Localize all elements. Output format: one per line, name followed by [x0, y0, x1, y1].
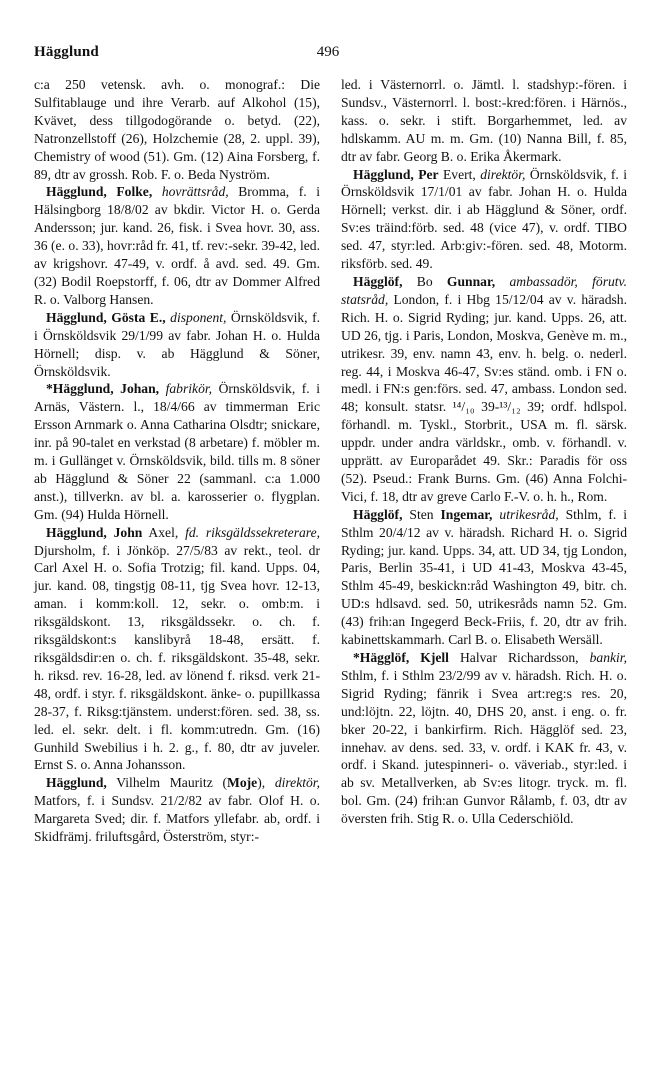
entry-text: Bo [402, 273, 447, 289]
entry-text: Vilhelm Mauritz ( [106, 775, 227, 791]
entry-name: Hägglund, Folke, [46, 184, 153, 200]
entry-name: *Hägglöf, Kjell [353, 650, 449, 665]
biography-entry [341, 166, 627, 273]
entry-title: direktör, [274, 775, 320, 791]
entry-name: Hägglund, Per [353, 166, 439, 182]
biography-entry [341, 649, 627, 828]
entry-name: Moje [226, 775, 258, 791]
entry-name: Hägglund, [46, 775, 107, 791]
biography-entry [341, 273, 627, 506]
entry-text [495, 274, 509, 289]
entry-text: led. i Västernorrl. o. Jämtl. l. stadshyp:-fören. i Sundsv., Västernorrl. l. bost:-kred:fören. i Härnös., kass. o. sekr. i stift. Borgarhemmet, led. av hdlskamm. AU m. m. Gm. (10) Nanna Bill, f. 85, dtr av fabr. Georg B. o. Erika Åkermark. [341, 77, 627, 164]
entry-title: direktör, [480, 166, 526, 182]
entry-text: London, f. i Hbg 15/12/04 av v. häradsh. Rich. H. o. Sigrid Ryding; jur. kand. Upps. 26, att. UD 26, tjg. i Paris, London, Moskva, Genève m. m., utrikesr. 39, env. namn 43, env. h. belg. o. nederl. reg. 44, i Moskva 46-47, Sv:es ständ. omb. i FN o. medl. i FN:s gen:förs. sed. 47, ambass. London sed. 48; konsult. statsr. ¹⁴/₁₀ 39-¹³/₁₂ 39; ordf. hdlspol. förhandl. m. Tyskl., Storbrit., USA m. fl. särsk. uppdr. under andra världskr., omb. v. förhandl. v. upprätt. av Europarådet 49. Skr.: Paradis för oss (52). Pseud.: Frank Burns. Gm. (46) Anna Folchi-Vici, f. 18, dtr av greve Carlo F.-V. o. h. h., Rom. [341, 291, 627, 504]
biography-entry [341, 506, 627, 649]
entry-text: Halvar Richardsson, [448, 650, 590, 665]
biography-entry [34, 774, 320, 846]
biography-entry [34, 380, 320, 523]
entry-text: Djursholm, f. i Jönköp. 27/5/83 av rekt., teol. dr Carl Axel H. o. Sofia Trotzig; fil. kand. Upps. 04, jur. kand. 08, tingstjg 08-11, tjg Svea hovr. 12-13, aman. i komm:koll. 12, sekr. o. omb:m. i riksgäldskont. 13, riksgäldssekr. o. ch. f. riksgäldskont:s kanslibyrå 18-48, ersätt. f. riksgäldsdir:en o. ch. f. riksgäldskont. 35-48, sekr. h. riksd. rev. 16-28, led. av lönend f. riksd. verk 21-48, ordf. i styr. f. riksgäldskont. änke- o. pupillkassa 28-37, f. Riksg:tjänstem. underst:fören. sed. 38, ss. led. el. sekr. delt. i fl. komm:utredn. Gm. (16) Gunhild Swebilius i h. 2. g., f. 80, dtr av juveler. Ernst S. o. Anna Johansson. [34, 542, 320, 773]
entry-text: Sthlm, f. i Sthlm 20/4/12 av v. häradsh. Richard H. o. Sigrid Ryding; jur. kand. Upps. 34, att. UD 34, tjg London, Paris, Berlin 35-41, i UD 41-43, Moskva 43-45, Sthlm 45-49, beskickn:råd Washington 49, bitr. ch. UD:s hdlsavd. sed. 50, utrikesråds namn 52. Gm. (43) frih:an Ingegerd Beck-Friis, f. 20, dtr av frih. kabinettskammarh. Carl B. o. Elisabeth Wersäll. [341, 506, 627, 648]
entry-name: *Hägglund, Johan, [46, 381, 160, 397]
entry-text: Sten [402, 506, 441, 522]
entry-text: Örnsköldsvik, f. i Arnäs, Västern. l., 18/4/66 av timmerman Eric Ersson Arnmark o. Anna Catharina Olsdtr; snickare, inr. på 90-talet en verkstad (8 arbetare) f. möbler m. m. i Gullänget v. Örnsköldsvik, bild. tills m. 8 söner ab Hägglund & Söner 22 (sammanl. c:a 1.000 anst.), tillverkn. av bl. a. karosserier o. flygplan. Gm. (94) Hulda Hörnell. [34, 381, 320, 522]
entry-name: Hägglund, John [46, 524, 143, 540]
biography-entry [34, 524, 320, 775]
entry-title: fabrikör, [165, 381, 213, 397]
biography-entry-continuation [341, 76, 627, 166]
running-head [34, 44, 622, 68]
entry-text: Sthlm, f. i Sthlm 23/2/99 av v. häradsh. Rich. H. o. Sigrid Ryding; fänrik i Svea art:reg:s res. 20, und:löjtn. 22, löjtn. 40, DHS 20, anst. i eng. o. fr. bker 20-22, i bankirfirm. Rich. Hägglöf sed. 23, innehav. av dens. sed. 33, v. ordf. i KAK fr. 43, v. ordf. i Skand. jutespinneri- o. väveriab., styr:led. i ab sv. Metallverken, ab Sv:es litogr. tryck. m. fl. bol. Gm. (24) frih:an Gunvor Rålamb, f. 03, dtr av översten frih. Stig R. o. Ulla Cederschiöld. [341, 667, 627, 827]
entry-text: Örnsköldsvik, f. i Örnsköldsvik 17/1/01 av fabr. Johan H. o. Hulda Hörnell; verkst. dir. i ab Hägglund & Söner, ordf. Sv:es träind:förb. sed. 48 (vice 47), v. ordf. TIBO sed. 47, styr:led. Arb:giv:-fören. sed. 48, Motorm. riksförb. sed. 49. [341, 166, 627, 272]
running-title: Hägglund [34, 44, 99, 60]
entry-name: Hägglöf, [353, 506, 403, 522]
entry-text: ), [257, 775, 275, 791]
entry-text: c:a 250 vetensk. avh. o. monograf.: Die Sulfitablauge und ihre Verarb. auf Alkohol (15), Kvävet, dess tillgodogörande o. betyd. (22), Natronzellstoff (26), Holzchemie (28, 2. uppl. 39), Chemistry of wood (51). Gm. (12) Aina Forsberg, f. 89, dtr av grossh. Rob. F. o. Beda Nyström. [34, 77, 320, 182]
entry-title: hovrättsråd, [161, 184, 229, 200]
entry-title: bankir, [589, 650, 627, 665]
entry-title: disponent, [170, 309, 227, 325]
biography-entry [34, 183, 320, 308]
entry-text: Evert, [438, 166, 481, 182]
biography-entry [34, 309, 320, 381]
page-number: 496 [316, 44, 340, 60]
entry-name: Gunnar, [446, 273, 496, 289]
entry-title: fd. riksgäldssekreterare, [185, 524, 321, 540]
biography-entry-continuation [34, 76, 320, 183]
entry-name: Ingemar, [440, 506, 493, 522]
entry-name: Hägglöf, [353, 273, 403, 289]
entry-name: Hägglund, Gösta E., [46, 309, 166, 325]
left-column [34, 76, 320, 846]
right-column [341, 76, 627, 828]
entry-title: utrikesråd, [499, 506, 559, 522]
entry-text: Axel, [142, 524, 186, 540]
entry-text: Matfors, f. i Sundsv. 21/2/82 av fabr. Olof H. o. Margareta Sved; dir. f. Matfors yllefabr. ab, ordf. i Skidfrämj. friluftsgård, Österström, styr:- [34, 793, 320, 845]
entry-text: Örnsköldsvik, f. i Örnsköldsvik 29/1/99 av fabr. Johan H. o. Hulda Hörnell; disp. v. ab Hägglund & Söner, Örnsköldsvik. [34, 309, 320, 379]
entry-text: Bromma, f. i Hälsingborg 18/8/02 av bkdir. Victor H. o. Gerda Andersson; jur. kand. 26, fisk. i Svea hovr. 30, ass. 36 (e. o. 33), hovr:råd fr. 41, tf. rev:-sekr. 39-42, led. av krigshovr. 47-49, v. ordf. å avd. sed. 49. Gm. (32) Bodil Roepstorff, f. 06, dtr av Dommer Alfred R. o. Valborg Hansen. [34, 184, 320, 307]
entry-title: ambassadör, förutv. statsråd, [341, 273, 627, 307]
entry-text [152, 184, 162, 199]
